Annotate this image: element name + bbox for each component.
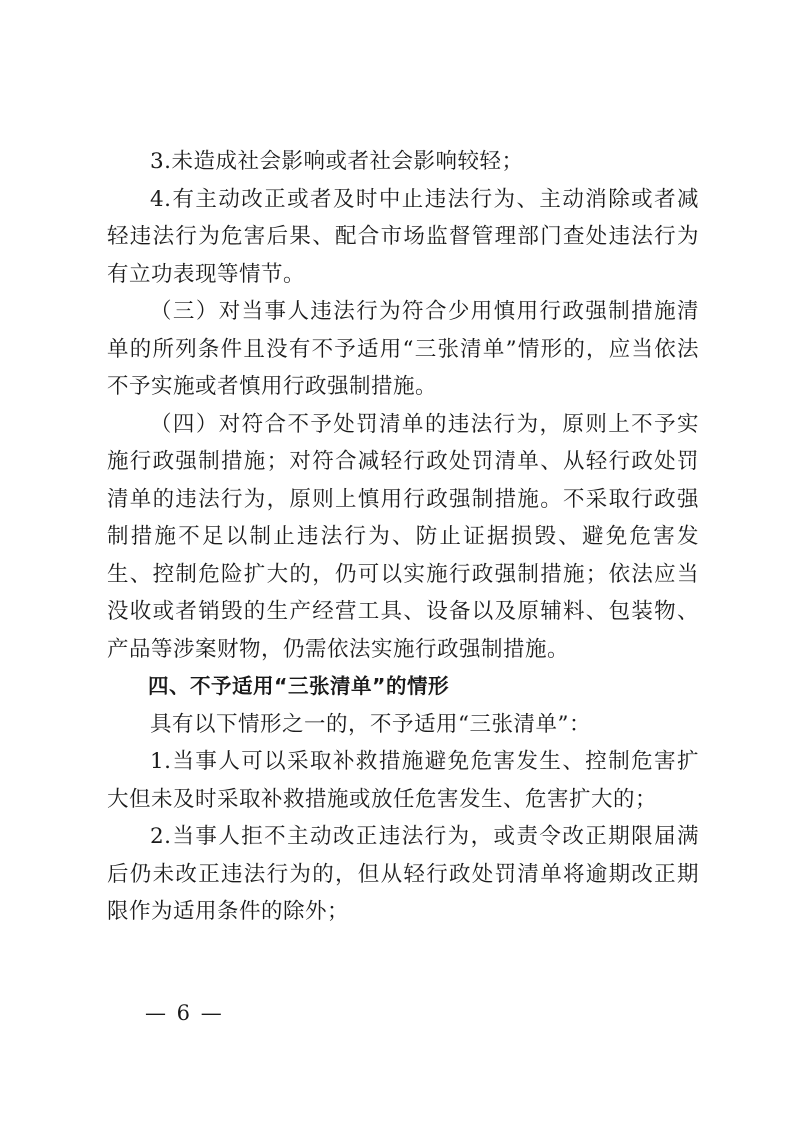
paragraph-intro: 具有以下情形之一的，不予适用“三张清单”： (150, 711, 591, 737)
paragraph-item-4: 4.有主动改正或者及时中止违法行为、主动消除或者减轻违法行为危害后果、配合市场监督管理部门查处违法行为有立功表现等情节。 (107, 186, 699, 287)
page-number: — 6 — (145, 1001, 224, 1025)
paragraph-section-4: （四）对符合不予处罚清单的违法行为，原则上不予实施行政强制措施；对符合减轻行政处罚清单、从轻行政处罚清单的违法行为，原则上慎用行政强制措施。不采取行政强制措施不足以制止违法行为、防止证据损毁、避免危害发生、控制危险扩大的，仍可以实施行政强制措施；依法应当没收或者销毁的生产经营工具、设备以及原辅料、包装物、产品等涉案财物，仍需依法实施行政强制措施。 (107, 411, 699, 662)
section-heading: 四、不予适用“三张清单”的情形 (148, 674, 449, 698)
paragraph-item-3: 3.未造成社会影响或者社会影响较轻； (150, 149, 524, 174)
document-body (107, 143, 699, 931)
paragraph-section-3: （三）对当事人违法行为符合少用慎用行政强制措施清单的所列条件且没有不予适用“三张清单”情形的，应当依法不予实施或者慎用行政强制措施。 (107, 299, 699, 399)
paragraph-list-item-1: 1.当事人可以采取补救措施避免危害发生、控制危害扩大但未及时采取补救措施或放任危害发生、危害扩大的； (107, 749, 699, 812)
paragraph-list-item-2: 2.当事人拒不主动改正违法行为，或责令改正期限届满后仍未改正违法行为的，但从轻行政处罚清单将逾期改正期限作为适用条件的除外； (107, 824, 699, 924)
